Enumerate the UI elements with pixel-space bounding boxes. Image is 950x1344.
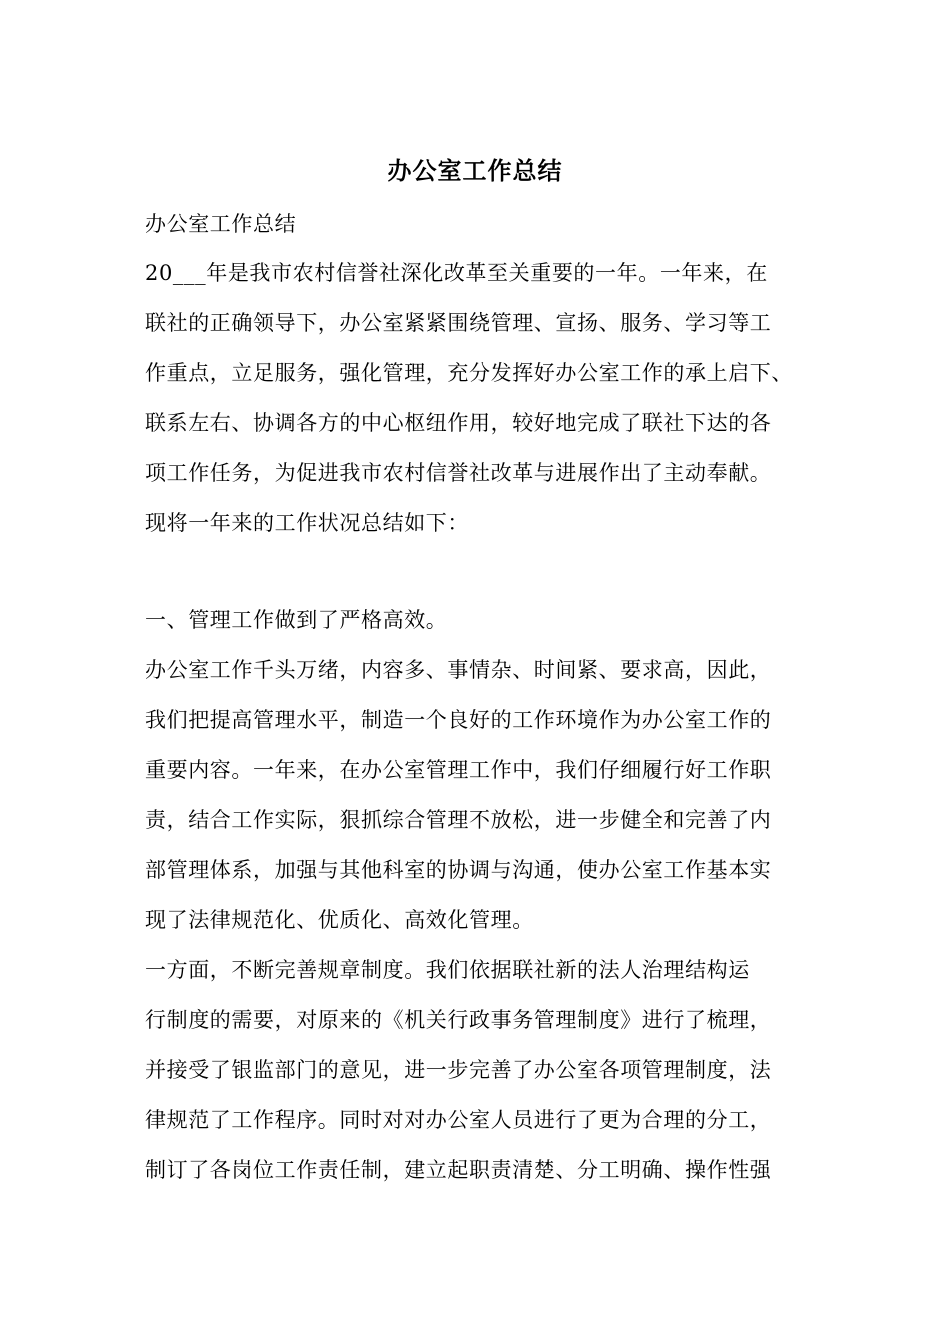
paragraph-line: 并接受了银监部门的意见，进一步完善了办公室各项管理制度，法: [145, 1058, 772, 1082]
paragraph-line: 项工作任务，为促进我市农村信誉社改革与进展作出了主动奉献。: [145, 461, 772, 485]
paragraph-line: 一方面，不断完善规章制度。我们依据联社新的法人治理结构运: [145, 958, 750, 982]
paragraph-line: 20___年是我市农村信誉社深化改革至关重要的一年。一年来，在: [145, 261, 768, 285]
paragraph-line: 联系左右、协调各方的中心枢纽作用，较好地完成了联社下达的各: [145, 411, 772, 435]
document-title: 办公室工作总结: [387, 156, 563, 185]
section-heading: 一、管理工作做到了严格高效。: [145, 608, 448, 632]
paragraph-line: 制订了各岗位工作责任制，建立起职责清楚、分工明确、操作性强: [145, 1158, 772, 1182]
paragraph-line: 现将一年来的工作状况总结如下：: [145, 511, 469, 535]
paragraph-line: 联社的正确领导下，办公室紧紧围绕管理、宣扬、服务、学习等工: [145, 311, 772, 335]
paragraph-line: 责，结合工作实际，狠抓综合管理不放松，进一步健全和完善了内: [145, 808, 772, 832]
paragraph-line: 律规范了工作程序。同时对对办公室人员进行了更为合理的分工，: [145, 1108, 772, 1132]
paragraph-line: 部管理体系，加强与其他科室的协调与沟通，使办公室工作基本实: [145, 858, 772, 882]
paragraph-line: 重要内容。一年来，在办公室管理工作中，我们仔细履行好工作职: [145, 758, 772, 782]
paragraph-line: 办公室工作千头万绪，内容多、事情杂、时间紧、要求高，因此，: [145, 658, 772, 682]
paragraph-line: 现了法律规范化、优质化、高效化管理。: [145, 908, 534, 932]
paragraph-line: 作重点，立足服务，强化管理，充分发挥好办公室工作的承上启下、: [145, 361, 793, 385]
paragraph-line: 行制度的需要，对原来的《机关行政事务管理制度》进行了梳理，: [145, 1008, 772, 1032]
paragraph-line: 办公室工作总结: [145, 212, 297, 236]
paragraph-line: 我们把提高管理水平，制造一个良好的工作环境作为办公室工作的: [145, 708, 772, 732]
